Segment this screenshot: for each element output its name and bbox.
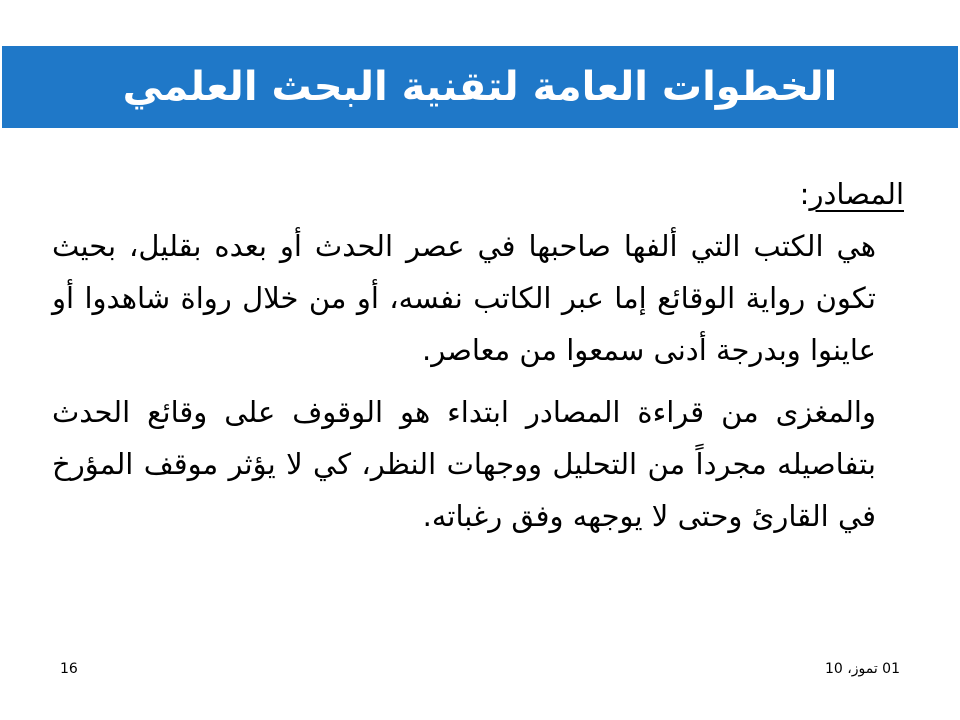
section-heading-colon: : <box>799 177 810 211</box>
slide-content <box>52 168 904 542</box>
paragraph-purpose: والمغزى من قراءة المصادر ابتداء هو الوقوف على وقائع الحدث بتفاصيله مجرداً من التحليل ووجهات النظر، كي لا يؤثر موقف المؤرخ في القارئ وحتى لا يوجهه وفق رغباته. <box>52 395 876 533</box>
section-heading-label: المصادر <box>809 177 904 211</box>
slide-title: الخطوات العامة لتقنية البحث العلمي <box>122 64 838 110</box>
paragraph-definition: هي الكتب التي ألفها صاحبها في عصر الحدث أو بعده بقليل، بحيث تكون رواية الوقائع إما عبر الكاتب نفسه، أو من خلال رواة شاهدوا أو عاينوا وبدرجة أدنى سمعوا من معاصر. <box>52 229 876 367</box>
title-bar <box>2 46 958 128</box>
page-number: 16 <box>60 661 78 677</box>
section-heading <box>52 168 904 220</box>
footer-date: 01 تموز، 10 <box>824 661 900 677</box>
